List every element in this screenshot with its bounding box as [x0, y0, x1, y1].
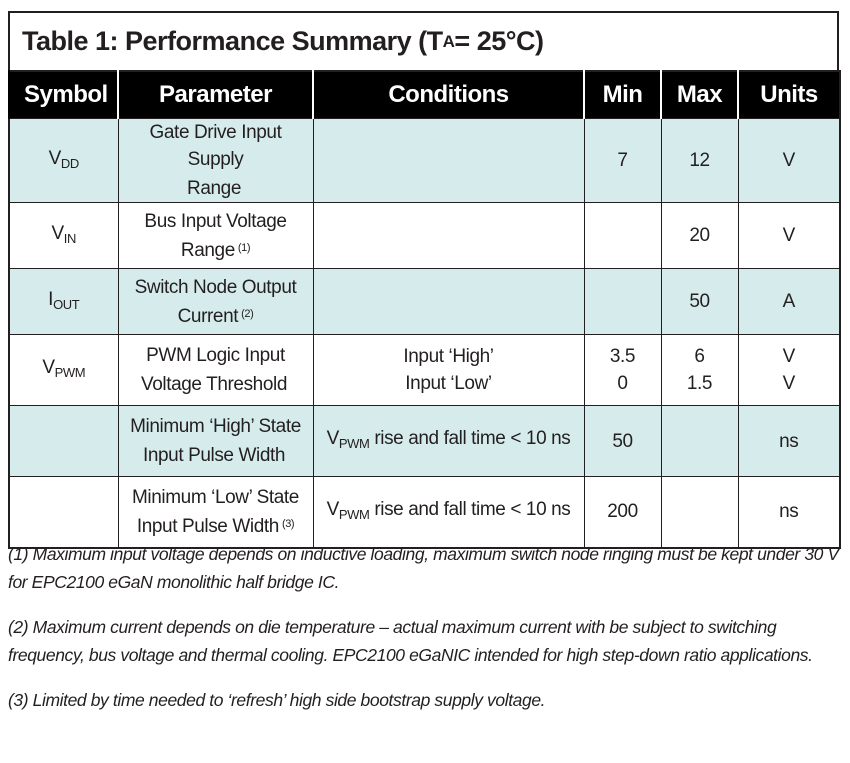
cell-conditions: $V_{PWM}$ rise and fall time < 10 ns — [313, 477, 584, 548]
cell-conditions — [313, 269, 584, 335]
cell-units: V — [738, 119, 840, 203]
param-note: (1) — [237, 241, 251, 254]
cell-min: 7 — [584, 119, 661, 203]
title-suffix: = 25°C) — [454, 26, 544, 56]
param-line-1: PWM Logic Input — [146, 345, 285, 366]
header-min: Min — [584, 71, 661, 119]
cell-symbol: $V_{IN}$ — [9, 203, 118, 269]
cell-min: 200 — [584, 477, 661, 548]
cell-max — [661, 477, 738, 548]
cell-symbol — [9, 406, 118, 477]
table-row — [9, 203, 840, 269]
cell-min — [584, 269, 661, 335]
cell-max: 20 — [661, 203, 738, 269]
param-line-2: Input Pulse Width — [136, 515, 279, 537]
cell-conditions — [313, 203, 584, 269]
title-prefix: Table 1: Performance Summary (T — [22, 26, 443, 56]
cell-parameter — [118, 119, 313, 203]
cell-units: V V — [738, 335, 840, 406]
param-line-2: Range — [180, 239, 235, 261]
table-row — [9, 269, 840, 335]
header-symbol: Symbol — [9, 71, 118, 119]
header-parameter: Parameter — [118, 71, 313, 119]
header-row — [9, 71, 840, 119]
cell-units: V — [738, 203, 840, 269]
cell-max — [661, 406, 738, 477]
cell-parameter — [118, 269, 313, 335]
header-conditions: Conditions — [313, 71, 584, 119]
header-max: Max — [661, 71, 738, 119]
cell-max: 6 1.5 — [661, 335, 738, 406]
cell-units: ns — [738, 406, 840, 477]
table-row — [9, 335, 840, 406]
footnote-2: (2) Maximum current depends on die temperature – actual maximum current with be subject to switching frequency, bus voltage and thermal cooling. EPC2100 eGaNIC intended for high step-down ratio applications. — [8, 617, 813, 665]
table-row — [9, 406, 840, 477]
cell-min: 50 — [584, 406, 661, 477]
header-units: Units — [738, 71, 840, 119]
param-line-1: Switch Node Output — [134, 276, 297, 298]
footnote-1: (1) Maximum input voltage depends on inductive loading, maximum switch node ringing must be kept under 30 V for EPC2100 eGaN monolithic half bridge IC. — [8, 544, 839, 592]
cell-symbol: $V_{DD}$ — [9, 119, 118, 203]
cell-units: A — [738, 269, 840, 335]
cell-parameter — [118, 406, 313, 477]
table-body — [9, 119, 840, 548]
param-note: (3) — [281, 517, 295, 530]
param-line-1: Minimum ‘High’ State — [130, 416, 301, 437]
param-line-2: Range — [187, 178, 241, 199]
cell-symbol — [9, 477, 118, 548]
cell-parameter — [118, 477, 313, 548]
param-line-1: Minimum ‘Low’ State — [132, 486, 299, 508]
performance-table-container — [8, 11, 839, 549]
cell-symbol: $V_{PWM}$ — [9, 335, 118, 406]
param-note: (2) — [241, 307, 254, 320]
table-row — [9, 477, 840, 548]
cell-min — [584, 203, 661, 269]
cell-max: 12 — [661, 119, 738, 203]
cell-conditions — [313, 119, 584, 203]
cell-parameter — [118, 203, 313, 269]
param-line-2: Current — [177, 305, 239, 327]
cell-symbol: $I_{OUT}$ — [9, 269, 118, 335]
cell-conditions: $V_{PWM}$ rise and fall time < 10 ns — [313, 406, 584, 477]
cell-parameter — [118, 335, 313, 406]
footnote-3: (3) Limited by time needed to ‘refresh’ high side bootstrap supply voltage. — [8, 690, 546, 710]
table-row — [9, 119, 840, 203]
param-line-1: Bus Input Voltage — [144, 210, 287, 232]
param-line-1: Gate Drive Input Supply — [149, 122, 282, 170]
param-line-2: Voltage Threshold — [140, 374, 288, 395]
cell-max: 50 — [661, 269, 738, 335]
table-title — [8, 11, 839, 70]
performance-table — [8, 70, 841, 549]
cell-min: 3.5 0 — [584, 335, 661, 406]
title-subscript: A — [442, 31, 455, 51]
footnotes — [8, 540, 846, 731]
param-line-2: Input Pulse Width — [142, 445, 286, 466]
cell-units: ns — [738, 477, 840, 548]
cell-conditions: Input ‘High’ Input ‘Low’ — [313, 335, 584, 406]
